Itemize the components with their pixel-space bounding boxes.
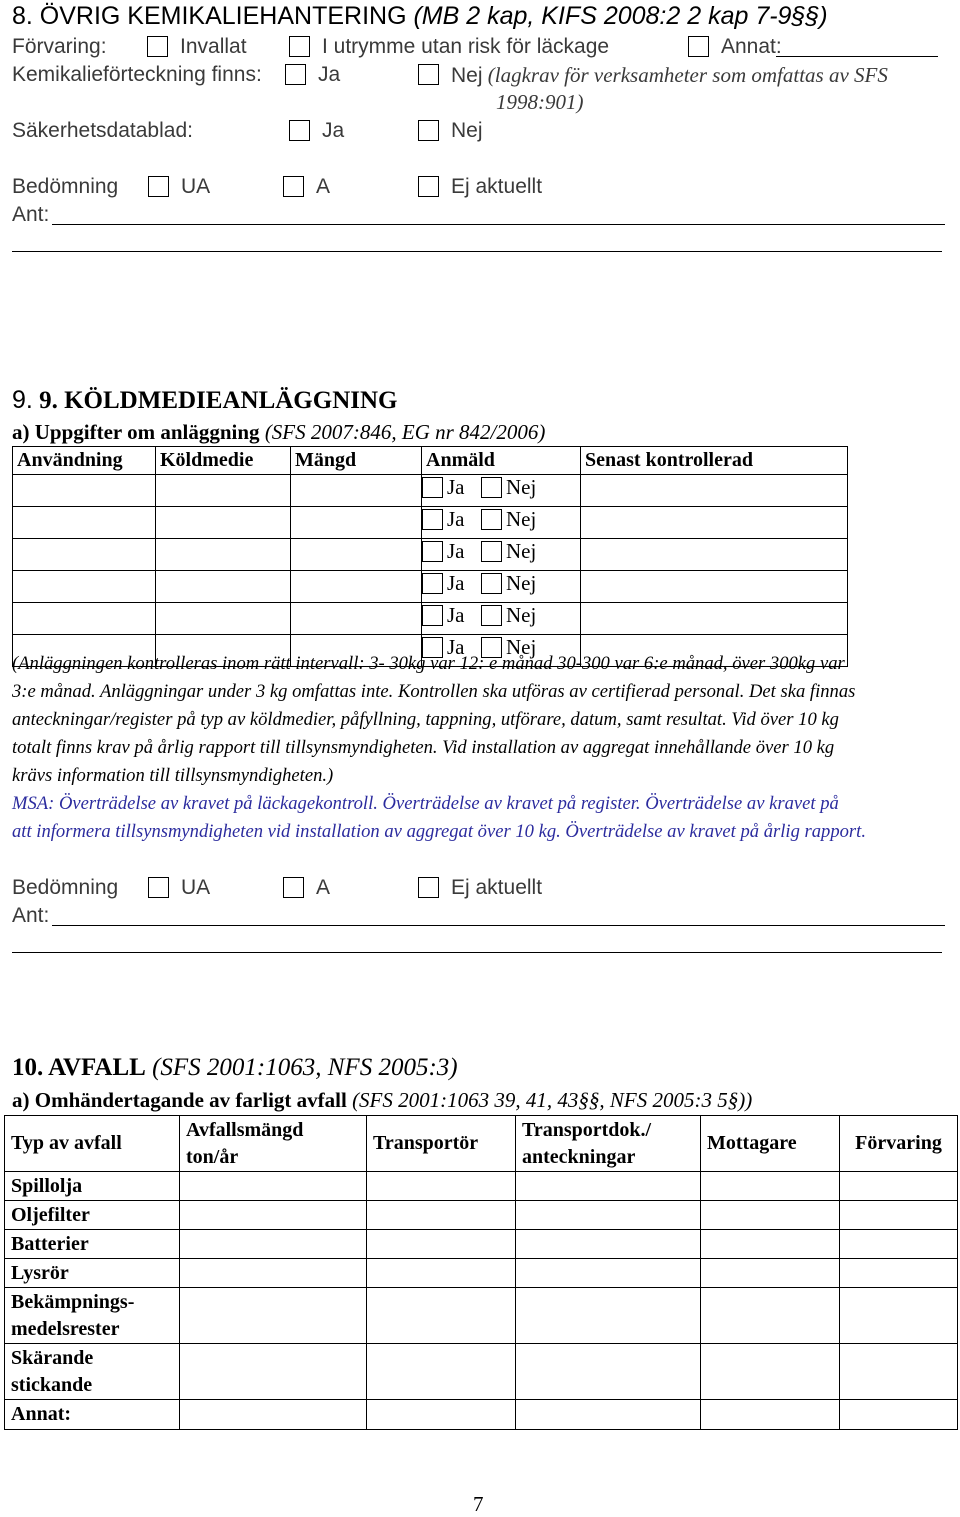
- table-cell[interactable]: [367, 1400, 516, 1430]
- waste-type-line: stickande: [11, 1373, 93, 1396]
- table-cell[interactable]: [581, 475, 848, 507]
- table-cell[interactable]: [156, 475, 291, 507]
- amount-header-line: ton/år: [186, 1145, 239, 1168]
- table-cell[interactable]: [840, 1259, 958, 1288]
- reported-yes-checkbox[interactable]: [422, 573, 443, 594]
- section-9a-title: a) Uppgifter om anläggning: [12, 420, 260, 444]
- sds-yes-label: Ja: [322, 119, 345, 142]
- storage-label: Förvaring:: [12, 35, 107, 58]
- section-8-heading: [12, 2, 828, 31]
- no-label: Nej: [506, 571, 537, 595]
- yes-no-group: [422, 603, 547, 629]
- table-cell[interactable]: [701, 1201, 840, 1230]
- reported-cell: [422, 507, 581, 539]
- storage-other-field[interactable]: [776, 56, 938, 57]
- table-cell[interactable]: [291, 507, 422, 539]
- table-cell[interactable]: [516, 1259, 701, 1288]
- table-cell[interactable]: [367, 1288, 516, 1344]
- refrigerant-table: [12, 446, 848, 667]
- chemical-register-no-label: Nej: [451, 64, 483, 87]
- section-8-reference: (MB 2 kap, KIFS 2008:2 2 kap 7-9§§): [413, 2, 828, 30]
- reported-no-checkbox[interactable]: [481, 509, 502, 530]
- assessment-a-label-9: A: [316, 876, 331, 899]
- table-cell[interactable]: [516, 1344, 701, 1400]
- assessment-a-label-8: A: [316, 175, 331, 198]
- table-cell[interactable]: [180, 1201, 367, 1230]
- reported-cell: [422, 571, 581, 603]
- note-line: totalt finns krav på årlig rapport till tillsynsmyndigheten. Vid installation av aggregat innehållande över 10 kg: [12, 737, 835, 758]
- section-10a-heading: [12, 1088, 752, 1113]
- amount-header-line: Avfallsmängd: [186, 1118, 304, 1141]
- yes-label: Ja: [447, 635, 465, 659]
- col-usage-header: Användning: [13, 447, 156, 475]
- section-9-title-text: 9. KÖLDMEDIEANLÄGGNING: [39, 387, 398, 414]
- section-8-title: 8. ÖVRIG KEMIKALIEHANTERING: [12, 2, 407, 30]
- notes-line-9-1[interactable]: [52, 925, 945, 926]
- chemical-register-yes-checkbox[interactable]: [285, 64, 306, 85]
- reported-no-checkbox[interactable]: [481, 605, 502, 626]
- table-cell[interactable]: [13, 475, 156, 507]
- table-row: [5, 1201, 958, 1230]
- table-cell[interactable]: [840, 1230, 958, 1259]
- chemical-register-label: Kemikalieförteckning finns:: [12, 63, 262, 86]
- table-cell[interactable]: [701, 1259, 840, 1288]
- waste-type-line: Bekämpnings-: [11, 1290, 135, 1313]
- table-row: [5, 1230, 958, 1259]
- table-cell[interactable]: [180, 1230, 367, 1259]
- section-10-heading: [12, 1054, 458, 1082]
- no-label: Nej: [506, 507, 537, 531]
- yes-label: Ja: [447, 539, 465, 563]
- table-cell[interactable]: [581, 571, 848, 603]
- storage-no-leak-label: I utrymme utan risk för läckage: [322, 35, 610, 58]
- notes-label-9: Ant:: [12, 904, 50, 927]
- table-cell[interactable]: [516, 1288, 701, 1344]
- table-cell[interactable]: [156, 507, 291, 539]
- note-line: 3:e månad. Anläggningar under 3 kg omfattas inte. Kontrollen ska utföras av certifierad personal. Det ska finnas: [12, 681, 856, 702]
- table-cell[interactable]: [701, 1230, 840, 1259]
- yes-no-group: [422, 571, 547, 597]
- table-cell[interactable]: [367, 1230, 516, 1259]
- storage-invallat-checkbox[interactable]: [147, 36, 168, 57]
- table-cell[interactable]: [156, 603, 291, 635]
- reported-yes-checkbox[interactable]: [422, 541, 443, 562]
- yes-label: Ja: [447, 507, 465, 531]
- msa-line: MSA: Överträdelse av kravet på läckagekontroll. Överträdelse av kravet på register. Överträdelse av kravet på: [12, 793, 839, 814]
- assessment-ua-label-8: UA: [181, 175, 211, 198]
- table-row: [5, 1259, 958, 1288]
- yes-no-group: [422, 539, 547, 565]
- table-row: [13, 571, 848, 603]
- reported-cell: [422, 475, 581, 507]
- waste-type-line: Skärande: [11, 1346, 94, 1369]
- chemical-register-no-text: [451, 63, 888, 88]
- table-cell[interactable]: [840, 1288, 958, 1344]
- table-cell[interactable]: [180, 1259, 367, 1288]
- table-cell[interactable]: [180, 1344, 367, 1400]
- table-cell[interactable]: [180, 1288, 367, 1344]
- notes-line-9-2[interactable]: [12, 952, 942, 953]
- assessment-label-9: Bedömning: [12, 876, 119, 899]
- table-cell[interactable]: [840, 1344, 958, 1400]
- yes-no-group: [422, 475, 547, 501]
- table-cell[interactable]: [180, 1400, 367, 1430]
- chemical-register-yes-label: Ja: [318, 63, 341, 86]
- table-cell[interactable]: [367, 1259, 516, 1288]
- sds-yes-checkbox[interactable]: [289, 120, 310, 141]
- doc-header-line: anteckningar: [522, 1145, 636, 1168]
- col-waste-type-header: Typ av avfall: [5, 1116, 180, 1172]
- col-last-checked-header: Senast kontrollerad: [581, 447, 848, 475]
- table-cell[interactable]: [367, 1201, 516, 1230]
- section-10a-reference: (SFS 2001:1063 39, 41, 43§§, NFS 2005:3 5§)): [352, 1088, 753, 1112]
- table-cell[interactable]: [701, 1344, 840, 1400]
- assessment-ua-label-9: UA: [181, 876, 211, 899]
- reported-yes-checkbox[interactable]: [422, 509, 443, 530]
- storage-other-checkbox[interactable]: [688, 36, 709, 57]
- table-row: [13, 603, 848, 635]
- table-header-row: [13, 447, 848, 475]
- table-row: [5, 1288, 958, 1344]
- table-cell[interactable]: [516, 1230, 701, 1259]
- note-line: (Anläggningen kontrolleras inom rätt intervall: 3- 30kg var 12: e månad 30-300 var 6:e månad, över 300kg var: [12, 653, 845, 674]
- table-cell[interactable]: [840, 1201, 958, 1230]
- table-cell[interactable]: [13, 507, 156, 539]
- table-row: [5, 1400, 958, 1430]
- waste-type-cell: Lysrör: [5, 1259, 180, 1288]
- reported-no-checkbox[interactable]: [481, 541, 502, 562]
- waste-type-cell: Batterier: [5, 1230, 180, 1259]
- table-header-row: [5, 1116, 958, 1172]
- chemical-register-no-checkbox[interactable]: [418, 64, 439, 85]
- table-row: [13, 507, 848, 539]
- table-cell[interactable]: [581, 603, 848, 635]
- reported-no-checkbox[interactable]: [481, 477, 502, 498]
- yes-label: Ja: [447, 603, 465, 627]
- col-transport-doc-header: [516, 1116, 701, 1172]
- assessment-ua-checkbox-8[interactable]: [148, 176, 169, 197]
- table-cell[interactable]: [840, 1400, 958, 1430]
- assessment-na-label-8: Ej aktuellt: [451, 175, 543, 198]
- table-row: [13, 539, 848, 571]
- page-number: 7: [473, 1492, 484, 1516]
- waste-type-line: medelsrester: [11, 1317, 120, 1340]
- table-row: [5, 1344, 958, 1400]
- waste-type-cell: Oljefilter: [5, 1201, 180, 1230]
- no-label: Nej: [506, 475, 537, 499]
- refrigerant-note: [12, 650, 957, 846]
- table-cell[interactable]: [367, 1172, 516, 1201]
- storage-other-label: Annat:: [721, 35, 782, 58]
- msa-line: att informera tillsynsmyndigheten vid installation av aggregat över 10 kg. Överträdelse av kravet på årlig rapport.: [12, 821, 866, 842]
- storage-invallat-label: Invallat: [180, 35, 247, 58]
- table-cell[interactable]: [840, 1172, 958, 1201]
- assessment-na-checkbox-9[interactable]: [418, 877, 439, 898]
- assessment-a-checkbox-8[interactable]: [283, 176, 304, 197]
- sds-label: Säkerhetsdatablad:: [12, 119, 193, 142]
- waste-type-cell: [5, 1288, 180, 1344]
- reported-cell: [422, 603, 581, 635]
- section-9a-reference: (SFS 2007:846, EG nr 842/2006): [264, 420, 546, 444]
- waste-type-cell: Spillolja: [5, 1172, 180, 1201]
- notes-label-8: Ant:: [12, 203, 50, 226]
- table-cell[interactable]: [516, 1400, 701, 1430]
- table-cell[interactable]: [516, 1201, 701, 1230]
- table-cell[interactable]: [516, 1172, 701, 1201]
- col-receiver-header: Mottagare: [701, 1116, 840, 1172]
- notes-line-8-2[interactable]: [12, 251, 942, 252]
- table-cell[interactable]: [291, 603, 422, 635]
- section-9-title: 9. 9. KÖLDMEDIEANLÄGGNING: [12, 386, 398, 414]
- assessment-na-checkbox-8[interactable]: [418, 176, 439, 197]
- table-row: [13, 475, 848, 507]
- no-label: Nej: [506, 635, 537, 659]
- section-9a-heading: [12, 420, 545, 445]
- yes-no-group: [422, 507, 547, 533]
- table-cell[interactable]: [701, 1172, 840, 1201]
- waste-type-cell: Annat:: [5, 1400, 180, 1430]
- reported-no-checkbox[interactable]: [481, 573, 502, 594]
- section-10a-title: a) Omhändertagande av farligt avfall: [12, 1088, 347, 1112]
- table-cell[interactable]: [13, 571, 156, 603]
- table-cell[interactable]: [156, 539, 291, 571]
- col-refrigerant-header: Köldmedie: [156, 447, 291, 475]
- table-cell[interactable]: [581, 539, 848, 571]
- table-cell[interactable]: [291, 475, 422, 507]
- hazardous-waste-table: [4, 1115, 958, 1430]
- assessment-ua-checkbox-9[interactable]: [148, 877, 169, 898]
- doc-header-line: Transportdok./: [522, 1118, 652, 1141]
- section-10-reference: (SFS 2001:1063, NFS 2005:3): [152, 1054, 458, 1081]
- table-cell[interactable]: [581, 507, 848, 539]
- table-cell[interactable]: [180, 1172, 367, 1201]
- sds-no-label: Nej: [451, 119, 483, 142]
- notes-line-8-1[interactable]: [52, 224, 945, 225]
- yes-label: Ja: [447, 475, 465, 499]
- col-reported-header: Anmäld: [422, 447, 581, 475]
- waste-type-cell: [5, 1344, 180, 1400]
- chemical-register-note-cont: 1998:901): [496, 90, 584, 114]
- reported-yes-checkbox[interactable]: [422, 605, 443, 626]
- col-storage-header: Förvaring: [840, 1116, 958, 1172]
- section-10-title: 10. AVFALL: [12, 1054, 146, 1081]
- reported-cell: [422, 539, 581, 571]
- col-amount-header: [180, 1116, 367, 1172]
- table-cell[interactable]: [367, 1344, 516, 1400]
- assessment-label-8: Bedömning: [12, 175, 119, 198]
- table-cell[interactable]: [291, 571, 422, 603]
- yes-label: Ja: [447, 571, 465, 595]
- sds-no-checkbox[interactable]: [418, 120, 439, 141]
- col-amount-header: Mängd: [291, 447, 422, 475]
- note-line: anteckningar/register på typ av köldmedier, påfyllning, tappning, utförare, datum, samt resultat. Vid över 10 kg: [12, 709, 839, 730]
- col-transporter-header: Transportör: [367, 1116, 516, 1172]
- table-cell[interactable]: [291, 539, 422, 571]
- reported-yes-checkbox[interactable]: [422, 477, 443, 498]
- storage-no-leak-checkbox[interactable]: [289, 36, 310, 57]
- no-label: Nej: [506, 539, 537, 563]
- table-cell[interactable]: [701, 1400, 840, 1430]
- note-line: krävs information till tillsynsmyndigheten.): [12, 765, 334, 786]
- table-row: [5, 1172, 958, 1201]
- assessment-na-label-9: Ej aktuellt: [451, 876, 543, 899]
- table-cell[interactable]: [701, 1288, 840, 1344]
- table-cell[interactable]: [156, 571, 291, 603]
- table-cell[interactable]: [13, 539, 156, 571]
- assessment-a-checkbox-9[interactable]: [283, 877, 304, 898]
- table-cell[interactable]: [13, 603, 156, 635]
- chemical-register-note: (lagkrav för verksamheter som omfattas av SFS: [487, 63, 888, 87]
- no-label: Nej: [506, 603, 537, 627]
